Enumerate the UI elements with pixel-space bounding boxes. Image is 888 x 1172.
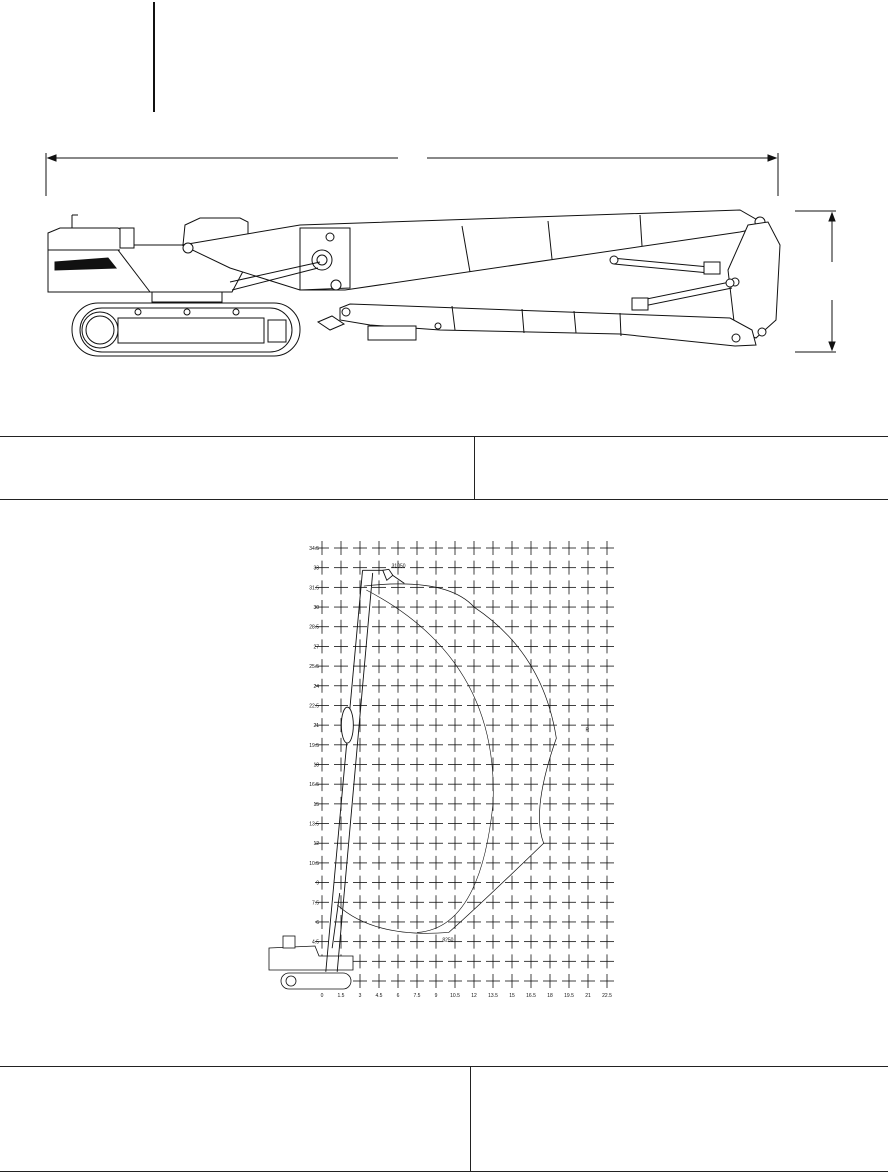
boom-assembled (182, 210, 768, 290)
y-tick-label: 21 (313, 723, 319, 730)
x-tick-label: 1.5 (337, 993, 345, 999)
x-tick-labels (321, 993, 612, 999)
chart-grid (315, 541, 614, 988)
y-tick-label: 15 (313, 801, 319, 808)
y-tick-label: 27 (313, 644, 319, 651)
spec-table-bottom (0, 1066, 888, 1172)
y-tick-label: 19.5 (309, 742, 319, 749)
reach-chart (255, 538, 625, 1002)
annotation-r: R (585, 727, 590, 734)
excavator-side-view (0, 0, 888, 400)
y-tick-label: 28.5 (309, 624, 319, 631)
y-tick-label: 22.5 (309, 703, 319, 710)
annotation-top: 31050 (391, 563, 406, 570)
bucket-icon (383, 569, 393, 580)
spec-table-bottom-divider (470, 1067, 471, 1171)
x-tick-label: 16.5 (526, 993, 536, 999)
y-tick-label: 12 (313, 841, 319, 848)
reach-envelope (337, 584, 556, 933)
y-tick-label: 16.5 (309, 782, 319, 789)
y-tick-label: 6 (316, 919, 319, 926)
y-tick-labels (309, 546, 319, 985)
chart-machine-icon (269, 936, 353, 989)
x-tick-label: 0 (320, 993, 324, 999)
y-tick-label: 25.5 (309, 664, 319, 671)
y-tick-label: 13.5 (309, 821, 319, 828)
x-tick-label: 4.5 (375, 993, 383, 999)
y-tick-label: 30 (313, 605, 319, 612)
y-tick-label: 7.5 (312, 900, 319, 907)
y-tick-label: 10.5 (309, 860, 319, 867)
x-tick-label: 19.5 (564, 993, 574, 999)
x-tick-label: 3 (358, 993, 362, 999)
crawler-track (72, 303, 300, 356)
y-tick-label: 31.5 (309, 585, 319, 592)
x-tick-label: 9 (434, 993, 438, 999)
boom-cylinder (341, 707, 353, 743)
x-tick-label: 10.5 (450, 993, 460, 999)
y-tick-label: 9 (316, 880, 319, 887)
length-dimension (46, 153, 778, 196)
y-tick-label: 33 (313, 565, 319, 572)
height-dimension (795, 211, 836, 352)
x-tick-label: 22.5 (602, 993, 612, 999)
spec-table-top (0, 436, 888, 500)
y-tick-label: 4.5 (312, 939, 319, 946)
boom-extension (318, 279, 756, 346)
spec-table-top-divider (474, 437, 475, 499)
arm-cylinder (610, 256, 720, 274)
y-tick-label: 18 (313, 762, 319, 769)
boom-segment (337, 573, 372, 972)
y-tick-label: 34.5 (309, 546, 319, 552)
x-tick-label: 6 (396, 993, 400, 999)
x-tick-label: 12 (471, 993, 477, 999)
x-tick-label: 7.5 (413, 993, 421, 999)
x-tick-label: 15 (509, 993, 515, 999)
y-tick-label: 24 (313, 683, 319, 690)
annotation-bottom: 8250 (442, 937, 454, 944)
x-tick-label: 21 (585, 993, 591, 999)
boom-segment (332, 893, 340, 948)
boom-segment (326, 570, 363, 972)
x-tick-label: 18 (547, 993, 553, 999)
x-tick-label: 13.5 (488, 993, 498, 999)
chart-boom-arm (326, 569, 405, 972)
